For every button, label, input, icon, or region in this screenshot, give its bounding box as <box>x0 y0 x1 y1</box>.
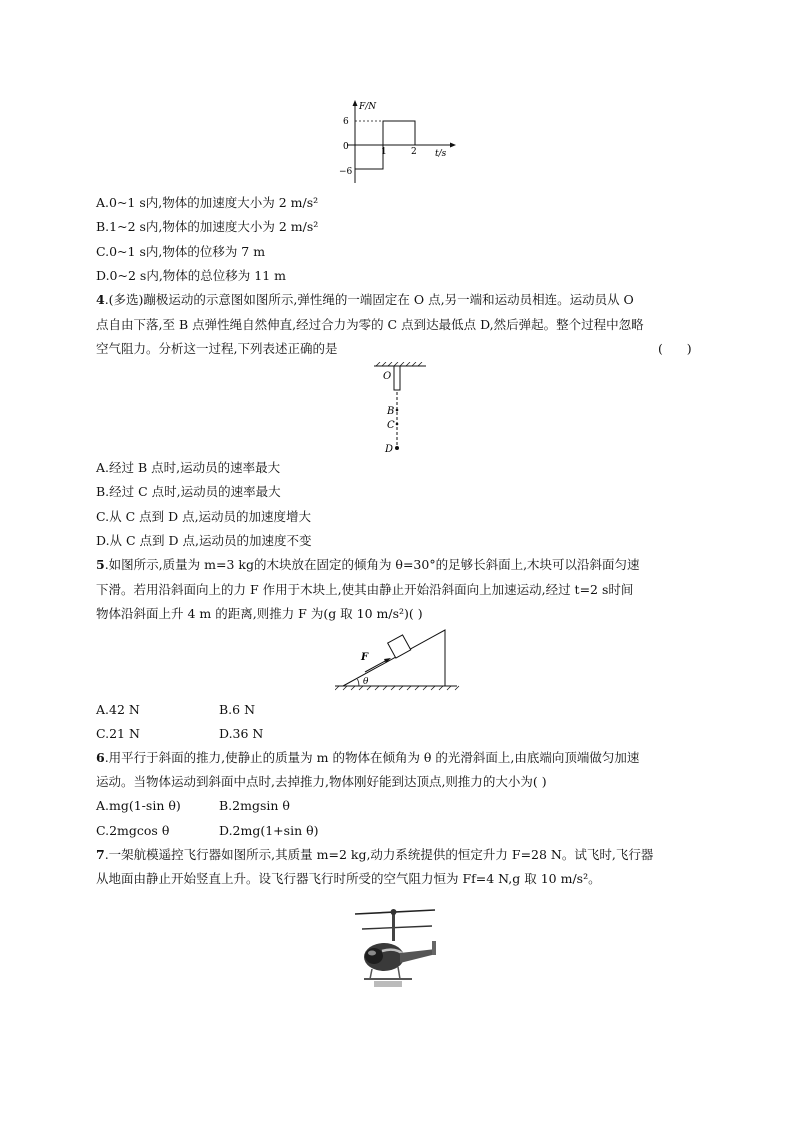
incline <box>343 630 445 686</box>
cockpit-shine <box>368 951 376 956</box>
q5-option-c: C.21 N <box>96 726 140 741</box>
q7-number: 7 <box>96 847 105 862</box>
q4-line-3: 空气阻力。分析这一过程,下列表述正确的是 <box>96 341 338 356</box>
angle-arc <box>358 679 360 686</box>
q7-line-1: 7.一架航模遥控飞行器如图所示,其质量 m=2 kg,动力系统提供的恒定升力 F=28 N。试飞时,飞行器 <box>96 847 654 862</box>
q5-option-b: B.6 N <box>219 702 256 717</box>
point-c <box>396 423 399 426</box>
q3-option-a: A.0~1 s内,物体的加速度大小为 2 m/s² <box>96 195 319 210</box>
q6-option-d: D.2mg(1+sin θ) <box>219 823 319 838</box>
x-axis-arrow <box>450 143 456 148</box>
label-theta: θ <box>363 677 369 687</box>
label-o: O <box>383 371 392 382</box>
incline-diagram <box>335 626 460 694</box>
y-axis-label: F/N <box>359 102 377 112</box>
tick-2: 2 <box>411 147 417 157</box>
force-time-graph <box>335 98 460 188</box>
lower-rotor <box>362 926 432 929</box>
q6-line-1: 6.用平行于斜面的推力,使静止的质量为 m 的物体在倾角为 θ 的光滑斜面上,由底端向顶端做匀加速 <box>96 750 640 765</box>
rotor-hub <box>391 909 397 915</box>
label-d: D <box>385 444 394 455</box>
q5-option-d: D.36 N <box>219 726 264 741</box>
q4-option-c: C.从 C 点到 D 点,运动员的加速度增大 <box>96 509 312 524</box>
q4-line-1: 4.(多选)蹦极运动的示意图如图所示,弹性绳的一端固定在 O 点,另一端和运动员相连。运动员从 O <box>96 292 634 307</box>
q4-line-2: 点自由下落,至 B 点弹性绳自然伸直,经过合力为零的 C 点到达最低点 D,然后弹起。整个过程中忽略 <box>96 317 644 332</box>
ground-hatch <box>335 686 459 690</box>
tail-fin <box>432 941 436 955</box>
x-axis-label: t/s <box>435 149 447 159</box>
q5-line-2: 下滑。若用沿斜面向上的力 F 作用于木块上,使其由静止开始沿斜面向上加速运动,经过 t=2 s时间 <box>96 582 634 597</box>
label-c: C <box>387 420 395 431</box>
q6-line-2: 运动。当物体运动到斜面中点时,去掉推力,物体刚好能到达顶点,则推力的大小为( ) <box>96 774 547 789</box>
q7-line-2: 从地面由静止开始竖直上升。设飞行器飞行时所受的空气阻力恒为 Ff=4 N,g 取 10 m/s²。 <box>96 871 601 886</box>
base-stand <box>374 981 402 987</box>
ceiling-hatch <box>376 362 422 366</box>
q5-line-3: 物体沿斜面上升 4 m 的距离,则推力 F 为(g 取 10 m/s²)( ) <box>96 606 423 621</box>
y-axis-arrow <box>353 100 358 106</box>
q6-option-c: C.2mgcos θ <box>96 823 170 838</box>
tick-1: 1 <box>381 147 387 157</box>
q6-option-a: A.mg(1-sin θ) <box>96 798 181 813</box>
q6-option-b: B.2mgsin θ <box>219 798 290 813</box>
tick-neg6: −6 <box>339 167 353 177</box>
cockpit <box>365 948 383 964</box>
q4-option-a: A.经过 B 点时,运动员的速率最大 <box>96 460 281 475</box>
point-d <box>395 446 399 450</box>
skid-strut-1 <box>370 969 372 979</box>
q5-option-a: A.42 N <box>96 702 140 717</box>
helicopter-image <box>350 905 440 997</box>
tick-6: 6 <box>343 117 349 127</box>
label-f: F <box>361 652 369 663</box>
block <box>388 635 411 658</box>
q5-number: 5 <box>96 557 105 572</box>
q4-number: 4 <box>96 292 105 307</box>
q3-option-d: D.0~2 s内,物体的总位移为 11 m <box>96 268 286 283</box>
q3-option-c: C.0~1 s内,物体的位移为 7 m <box>96 244 266 259</box>
bungee-diagram <box>370 362 430 458</box>
rotor-mast <box>392 911 395 941</box>
label-b: B <box>387 406 395 417</box>
tail-boom <box>400 949 436 963</box>
q4-answer-paren: ( ) <box>658 341 692 356</box>
q6-number: 6 <box>96 750 105 765</box>
q4-option-d: D.从 C 点到 D 点,运动员的加速度不变 <box>96 533 312 548</box>
skid-strut-2 <box>398 967 400 979</box>
point-b <box>396 409 399 412</box>
force-arrow <box>365 660 387 672</box>
q4-option-b: B.经过 C 点时,运动员的速率最大 <box>96 484 281 499</box>
tick-0: 0 <box>343 142 349 152</box>
q5-line-1: 5.如图所示,质量为 m=3 kg的木块放在固定的倾角为 θ=30°的足够长斜面上,木块可以沿斜面匀速 <box>96 557 640 572</box>
q3-option-b: B.1~2 s内,物体的加速度大小为 2 m/s² <box>96 219 319 234</box>
anchor-block <box>394 366 400 390</box>
